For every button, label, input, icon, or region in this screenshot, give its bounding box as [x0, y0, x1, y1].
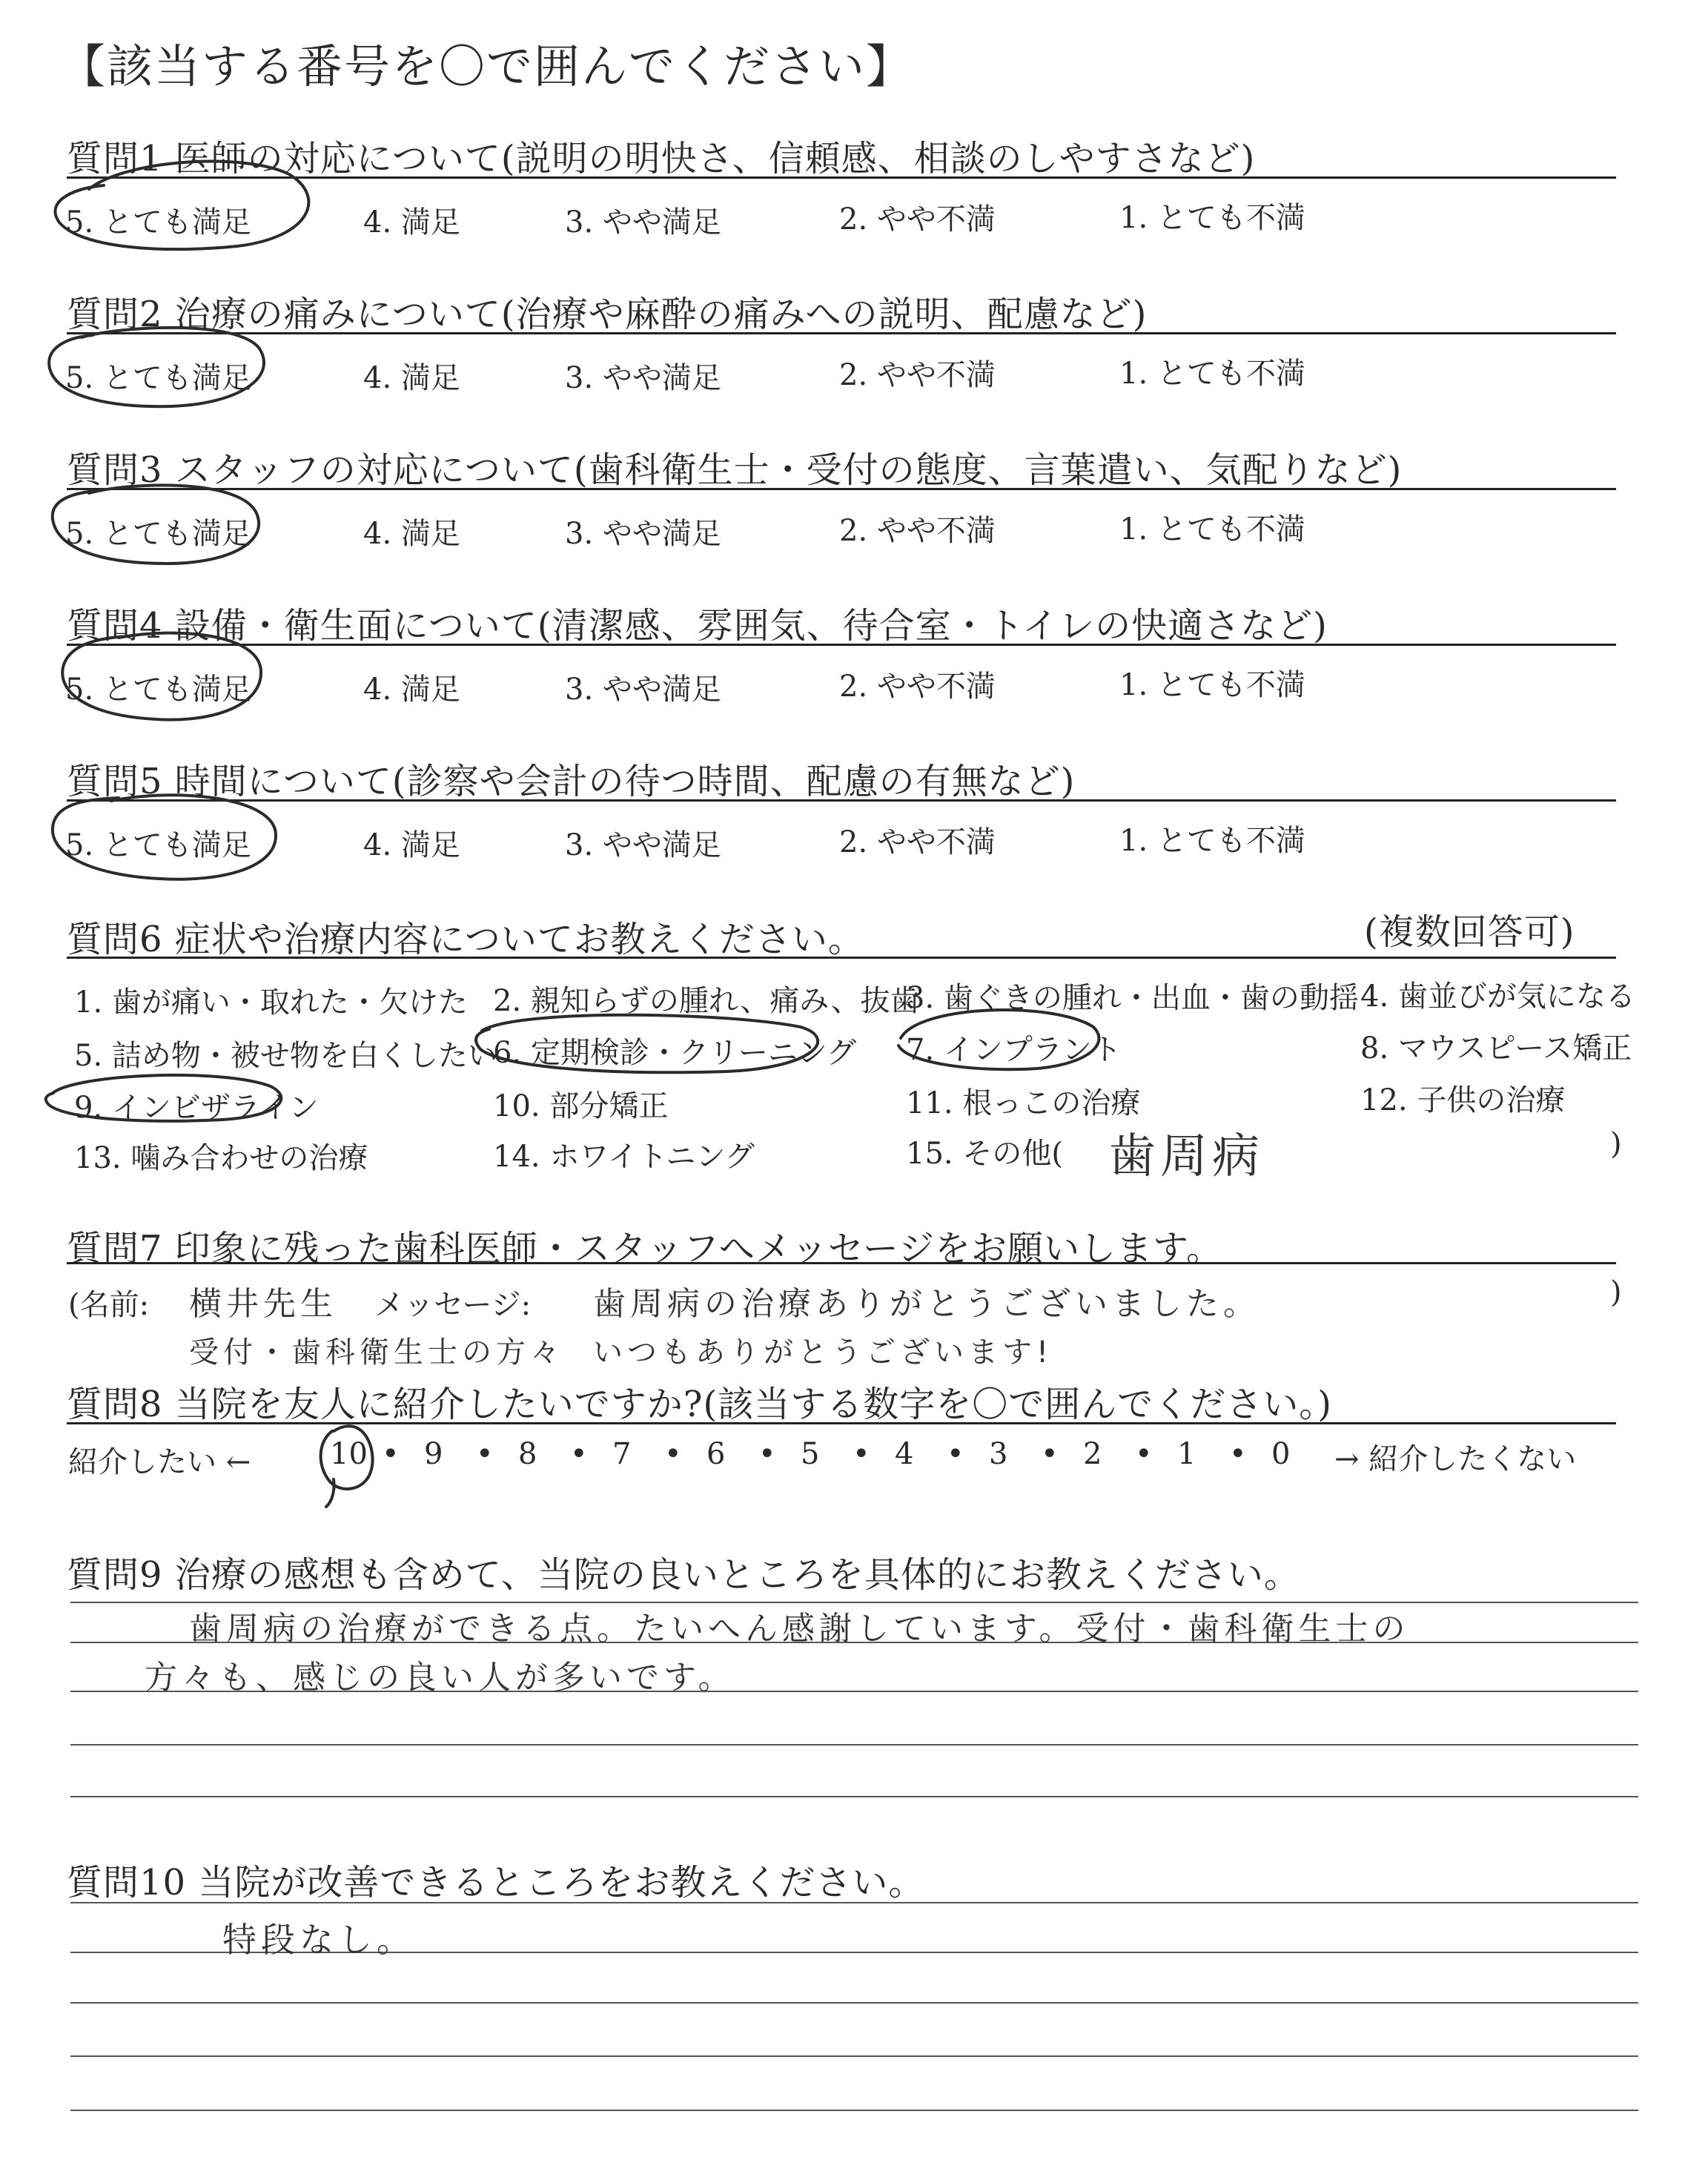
divider: [67, 1422, 1616, 1424]
q6-option-1[interactable]: 1. 歯が痛い・取れた・欠けた: [74, 985, 468, 1020]
scale-separator-dot: •: [1041, 1437, 1059, 1471]
q5-option-5[interactable]: 5. とても満足: [65, 828, 251, 862]
q1-option-2[interactable]: 2. やや不満: [839, 202, 996, 237]
q8-scale-3[interactable]: 3: [989, 1437, 1008, 1471]
question-4-label: 質問4 設備・衛生面について(清潔感、雰囲気、待合室・トイレの快適さなど): [67, 605, 1328, 647]
q4-option-1[interactable]: 1. とても不満: [1119, 668, 1305, 702]
q3-option-5[interactable]: 5. とても満足: [65, 517, 251, 551]
answer-line: [70, 2002, 1638, 2004]
scale-separator-dot: •: [1229, 1437, 1247, 1471]
q8-scale-10[interactable]: 10: [330, 1437, 368, 1471]
question-7-label: 質問7 印象に残った歯科医師・スタッフへメッセージをお願いします。: [67, 1228, 1223, 1269]
q5-option-2[interactable]: 2. やや不満: [839, 825, 996, 859]
scale-separator-dot: •: [947, 1437, 964, 1471]
q7-message-line-1[interactable]: 歯周病の治療ありがとうございました。: [593, 1285, 1260, 1323]
q1-option-4[interactable]: 4. 満足: [363, 205, 460, 240]
q2-option-1[interactable]: 1. とても不満: [1119, 357, 1305, 391]
q6-option-11[interactable]: 11. 根っこの治療: [906, 1086, 1141, 1120]
q7-name-value[interactable]: 横井先生: [189, 1285, 337, 1323]
q2-option-3[interactable]: 3. やや満足: [565, 361, 721, 395]
q8-scale-4[interactable]: 4: [895, 1437, 914, 1471]
q6-option-2[interactable]: 2. 親知らずの腫れ、痛み、抜歯: [493, 984, 920, 1018]
q6-option-4[interactable]: 4. 歯並びが気になる: [1360, 980, 1635, 1014]
q4-option-4[interactable]: 4. 満足: [363, 673, 460, 707]
divider: [67, 176, 1616, 179]
q6-option-7[interactable]: 7. インプラント: [906, 1033, 1122, 1067]
question-2-label: 質問2 治療の痛みについて(治療や麻酔の痛みへの説明、配慮など): [67, 294, 1148, 335]
scale-separator-dot: •: [570, 1437, 588, 1471]
q4-option-3[interactable]: 3. やや満足: [565, 673, 721, 707]
question-10-label: 質問10 当院が改善できるところをお教えください。: [67, 1862, 925, 1903]
q6-option-5[interactable]: 5. 詰め物・被せ物を白くしたい: [74, 1039, 497, 1073]
q5-option-3[interactable]: 3. やや満足: [565, 828, 721, 862]
divider: [67, 957, 1616, 959]
q3-option-4[interactable]: 4. 満足: [363, 517, 460, 551]
scale-separator-dot: •: [758, 1437, 776, 1471]
question-1-label: 質問1 医師の対応について(説明の明快さ、信頼感、相談のしやすさなど): [67, 138, 1256, 179]
q8-scale-0[interactable]: 0: [1271, 1437, 1291, 1471]
q6-option-9[interactable]: 9. インビザライン: [74, 1091, 319, 1125]
q8-scale-1[interactable]: 1: [1177, 1437, 1196, 1471]
q6-option-8[interactable]: 8. マウスピース矯正: [1360, 1031, 1632, 1066]
q8-scale-2[interactable]: 2: [1083, 1437, 1102, 1471]
q7-message-line-2a[interactable]: 受付・歯科衛生士の方々: [189, 1335, 564, 1370]
q6-option-14[interactable]: 14. ホワイトニング: [493, 1140, 755, 1174]
q8-scale-8[interactable]: 8: [518, 1437, 537, 1471]
scale-separator-dot: •: [664, 1437, 682, 1471]
answer-line: [70, 1744, 1638, 1745]
q2-option-2[interactable]: 2. やや不満: [839, 358, 996, 392]
q8-scale-9[interactable]: 9: [424, 1437, 443, 1471]
q8-scale-7[interactable]: 7: [612, 1437, 632, 1471]
q6-option-15[interactable]: 15. その他(: [906, 1137, 1063, 1171]
q2-option-4[interactable]: 4. 満足: [363, 361, 460, 395]
scale-separator-dot: •: [853, 1437, 870, 1471]
divider: [67, 644, 1616, 646]
question-3-label: 質問3 スタッフの対応について(歯科衛生士・受付の態度、言葉遣い、気配りなど): [67, 449, 1403, 491]
q2-option-5[interactable]: 5. とても満足: [65, 361, 251, 395]
question-8-label: 質問8 当院を友人に紹介したいですか?(該当する数字を〇で囲んでください。): [67, 1384, 1332, 1425]
q5-option-1[interactable]: 1. とても不満: [1119, 824, 1305, 858]
q9-answer-line-2[interactable]: 方々も、感じの良い人が多いです。: [145, 1659, 735, 1697]
q1-option-1[interactable]: 1. とても不満: [1119, 201, 1305, 235]
q6-other-close-paren: ): [1610, 1127, 1622, 1161]
q6-option-6[interactable]: 6. 定期検診・クリーニング: [493, 1036, 857, 1070]
divider: [67, 488, 1616, 490]
q1-option-3[interactable]: 3. やや満足: [565, 205, 721, 240]
answer-line: [70, 2110, 1638, 2111]
answer-line: [70, 1796, 1638, 1797]
q8-left-label: 紹介したい ←: [68, 1445, 251, 1479]
q9-answer-line-1[interactable]: 歯周病の治療ができる点。たいへん感謝しています。受付・歯科衛生士の: [189, 1610, 1410, 1648]
scale-separator-dot: •: [1135, 1437, 1153, 1471]
divider: [67, 332, 1616, 334]
q6-option-10[interactable]: 10. 部分矯正: [493, 1089, 669, 1123]
q6-other-answer[interactable]: 歯周病: [1108, 1129, 1264, 1184]
answer-line: [70, 1902, 1638, 1903]
q8-scale-6[interactable]: 6: [706, 1437, 726, 1471]
divider: [67, 799, 1616, 802]
q7-name-label: (名前:: [68, 1288, 150, 1322]
question-5-label: 質問5 時間について(診察や会計の待つ時間、配慮の有無など): [67, 761, 1076, 802]
q3-option-3[interactable]: 3. やや満足: [565, 517, 721, 551]
q3-option-2[interactable]: 2. やや不満: [839, 514, 996, 548]
divider: [67, 1262, 1616, 1264]
page-title: 【該当する番号を〇で囲んでください】: [59, 39, 914, 93]
scale-separator-dot: •: [476, 1437, 494, 1471]
scale-separator-dot: •: [382, 1437, 400, 1471]
q6-option-3[interactable]: 3. 歯ぐきの腫れ・出血・歯の動揺: [906, 981, 1359, 1015]
q1-option-5[interactable]: 5. とても満足: [65, 205, 251, 240]
q7-message-label: メッセージ:: [374, 1288, 532, 1322]
q4-option-2[interactable]: 2. やや不満: [839, 670, 996, 704]
q6-option-12[interactable]: 12. 子供の治療: [1360, 1083, 1566, 1117]
q3-option-1[interactable]: 1. とても不満: [1119, 512, 1305, 546]
q8-scale-5[interactable]: 5: [801, 1437, 820, 1471]
q8-right-label: → 紹介したくない: [1334, 1442, 1577, 1476]
q5-option-4[interactable]: 4. 満足: [363, 828, 460, 862]
q7-close-paren: ): [1610, 1275, 1622, 1309]
q10-answer-line-1[interactable]: 特段なし。: [222, 1920, 415, 1960]
q7-message-line-2b[interactable]: いつもありがとうございます!: [593, 1335, 1053, 1370]
question-9-label: 質問9 治療の感想も含めて、当院の良いところを具体的にお教えください。: [67, 1554, 1300, 1596]
q6-multiple-note: (複数回答可): [1364, 911, 1575, 953]
q6-option-13[interactable]: 13. 噛み合わせの治療: [74, 1141, 368, 1175]
q4-option-5[interactable]: 5. とても満足: [65, 673, 251, 707]
answer-line: [70, 2055, 1638, 2057]
question-6-label: 質問6 症状や治療内容についてお教えください。: [67, 919, 864, 960]
